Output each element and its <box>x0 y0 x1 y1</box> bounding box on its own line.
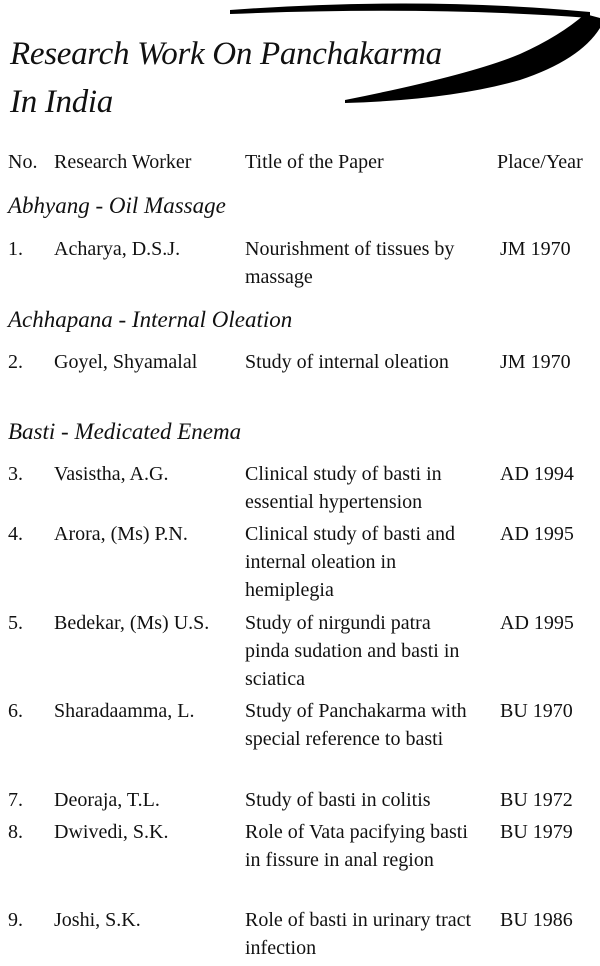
row-worker: Sharadaamma, L. <box>54 700 195 722</box>
row-worker: Acharya, D.S.J. <box>54 238 181 260</box>
row-place-year: AD 1995 <box>500 523 574 545</box>
row-place-year: AD 1995 <box>500 612 574 634</box>
row-paper-title: Study of Panchakarma with special reference to basti <box>245 700 467 750</box>
row-number: 3. <box>8 463 23 485</box>
column-header-worker: Research Worker <box>54 151 192 173</box>
row-place-year: BU 1979 <box>500 821 573 843</box>
row-worker: Bedekar, (Ms) U.S. <box>54 612 210 634</box>
row-paper-title: Study of internal oleation <box>245 351 449 373</box>
row-worker: Vasistha, A.G. <box>54 463 169 485</box>
row-paper-title: Role of basti in urinary tract infection <box>245 909 472 959</box>
column-header-place: Place/Year <box>497 151 583 173</box>
row-worker: Goyel, Shyamalal <box>54 351 198 373</box>
row-paper-title: Nourishment of tissues by massage <box>245 238 455 288</box>
row-paper-title: Clinical study of basti and internal oleation in hemiplegia <box>245 523 455 601</box>
row-number: 8. <box>8 821 23 843</box>
row-place-year: BU 1986 <box>500 909 573 931</box>
row-paper-title: Study of nirgundi patra pinda sudation and basti in sciatica <box>245 612 460 690</box>
page-title <box>10 30 442 126</box>
row-paper-title: Role of Vata pacifying basti in fissure in anal region <box>245 821 468 871</box>
row-worker: Joshi, S.K. <box>54 909 141 931</box>
section-heading: Achhapana - Internal Oleation <box>8 307 293 332</box>
title-line-2: In India <box>10 84 113 120</box>
row-number: 7. <box>8 789 23 811</box>
row-worker: Dwivedi, S.K. <box>54 821 169 843</box>
row-place-year: JM 1970 <box>500 351 571 373</box>
row-place-year: AD 1994 <box>500 463 574 485</box>
section-heading: Abhyang - Oil Massage <box>8 193 226 218</box>
row-number: 6. <box>8 700 23 722</box>
row-number: 4. <box>8 523 23 545</box>
title-line-1: Research Work On Panchakarma <box>10 36 442 72</box>
row-worker: Arora, (Ms) P.N. <box>54 523 188 545</box>
row-worker: Deoraja, T.L. <box>54 789 160 811</box>
row-number: 9. <box>8 909 23 931</box>
column-header-paper: Title of the Paper <box>245 151 384 173</box>
column-header-no: No. <box>8 151 38 173</box>
row-number: 2. <box>8 351 23 373</box>
row-place-year: BU 1972 <box>500 789 573 811</box>
row-place-year: JM 1970 <box>500 238 571 260</box>
row-place-year: BU 1970 <box>500 700 573 722</box>
row-number: 5. <box>8 612 23 634</box>
row-number: 1. <box>8 238 23 260</box>
row-paper-title: Study of basti in colitis <box>245 789 431 811</box>
row-paper-title: Clinical study of basti in essential hypertension <box>245 463 442 513</box>
section-heading: Basti - Medicated Enema <box>8 419 242 444</box>
